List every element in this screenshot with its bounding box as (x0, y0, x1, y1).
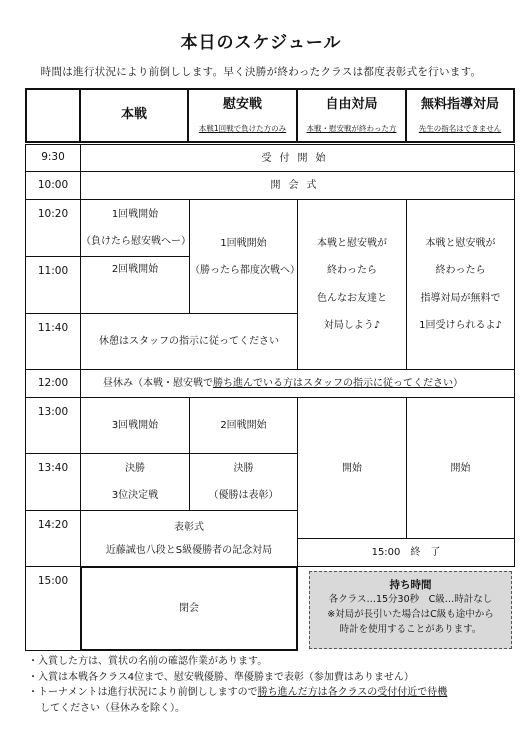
note-1: ・入賞した方は、賞状の名前の確認作業があります。 (28, 656, 268, 667)
break-text: 休憩はスタッフの指示に従ってください (99, 336, 279, 347)
free-play-line-2: 終わったら (327, 265, 377, 276)
closing-text: 閉会 (179, 603, 199, 614)
time-1000: 10:00 (25, 171, 81, 200)
award-text: 表彰式 (174, 521, 204, 533)
time-1020: 10:20 (25, 199, 81, 257)
time-1100: 11:00 (25, 256, 81, 314)
time-0930: 9:30 (25, 144, 81, 172)
award-cell (80, 510, 298, 567)
header-main-title: 本戦 (120, 107, 147, 123)
lunch-text (103, 377, 463, 390)
free-play-start-cell (297, 397, 407, 539)
main-round3-text: 3回戦開始 (111, 420, 159, 431)
commemorative-match-text: 近藤誠也八段とS級優勝者の記念対局 (105, 544, 273, 556)
note-3 (28, 685, 508, 701)
reception-cell (80, 144, 515, 172)
note-3-underlined: 勝ち進んだ方は各クラスの受付付近で待機 (257, 687, 448, 698)
header-lesson-title: 無料指導対局 (420, 97, 499, 113)
header-corner-cell (25, 88, 81, 143)
opening-text: 開会式 (270, 180, 325, 191)
main-final-text: 決勝 (125, 463, 145, 474)
time-1500: 15:00 (25, 566, 81, 651)
time-1300: 13:00 (25, 397, 81, 454)
main-round1-cell (80, 199, 190, 257)
consolation-round1-note: （勝ったら都度次戦へ） (190, 264, 300, 276)
note-2: ・入賞は本戦各クラス4位まで、慰安戦優勝、準優勝まで表彰（参加費はありません） (28, 671, 414, 683)
lesson-line-4: 1回受けられるよ♪ (419, 320, 502, 331)
lesson-line-2: 終わったら (435, 265, 486, 276)
note-3-suffix: してください（昼休みを除く）。 (40, 702, 185, 714)
consolation-round1-cell (189, 199, 298, 314)
lesson-start-cell (406, 397, 515, 539)
time-control-box (309, 571, 512, 649)
time-control-title: 持ち時間 (389, 579, 432, 591)
free-play-info-cell (297, 199, 407, 370)
header-consolation-cell (187, 88, 298, 143)
consolation-final-cell (189, 453, 298, 511)
third-place-text: 3位決定戦 (111, 490, 159, 501)
time-control-line-1: 各クラス…15分30秒 C級…時計なし (328, 594, 493, 606)
header-consolation-note: 本戦1回戦で負けた方のみ (198, 124, 287, 134)
lunch-suffix: ） (453, 378, 463, 389)
page-subtitle: 時間は進行状況により前倒しします。早く決勝が終わったクラスは都度表彰式を行います。 (40, 66, 482, 78)
lesson-line-3: 指導対局が無料で (420, 292, 501, 304)
time-1340: 13:40 (25, 453, 81, 511)
main-round3-cell (80, 397, 190, 454)
note-3-prefix: ・トーナメントは進行状況により前倒ししますので (28, 687, 258, 698)
time-1140: 11:40 (25, 313, 81, 370)
header-lesson-note: 先生の指名はできません (418, 124, 502, 134)
time-1420: 14:20 (25, 510, 81, 567)
lunch-cell (80, 369, 515, 398)
main-round1-note: （負けたら慰安戦へー） (81, 236, 191, 247)
header-lesson-cell (405, 88, 515, 143)
main-round2-text: 2回戦開始 (111, 264, 159, 275)
page-title: 本日のスケジュール (180, 33, 342, 53)
consolation-round2-text: 2回戦開始 (220, 420, 267, 431)
lesson-line-1: 本戦と慰安戦が (425, 237, 496, 249)
header-free-play-cell (296, 88, 407, 143)
free-play-line-1: 本戦と慰安戦が (317, 237, 387, 249)
header-free-play-title: 自由対局 (325, 97, 378, 113)
consolation-round2-cell (189, 397, 298, 454)
break-cell (80, 313, 298, 370)
notes-section (28, 654, 508, 716)
time-control-line-2: ※対局が長引いた場合はC級も途中から (327, 608, 494, 620)
end-text: 15:00 終 了 (371, 547, 441, 558)
consolation-final-note: （優勝は表彰） (208, 490, 279, 501)
header-consolation-title: 慰安戦 (222, 97, 262, 113)
main-final-cell (80, 453, 190, 511)
schedule-table (25, 88, 515, 651)
header-main-cell (79, 88, 189, 143)
opening-cell (80, 171, 515, 200)
reception-text: 受付開始 (261, 152, 334, 164)
main-round2-cell (80, 256, 190, 314)
consolation-round1-text: 1回戦開始 (220, 237, 267, 249)
lunch-underlined: 勝ち進んでいる方はスタッフの指示に従ってください (213, 378, 453, 389)
lunch-prefix: 昼休み（本戦・慰安戦で (103, 378, 213, 389)
free-play-start-text: 開始 (342, 462, 362, 474)
consolation-final-text: 決勝 (233, 463, 254, 474)
free-play-line-4: 対局しよう♪ (323, 320, 381, 331)
end-cell (297, 538, 515, 567)
lesson-start-text: 開始 (450, 462, 471, 474)
time-1200: 12:00 (25, 369, 81, 398)
header-free-play-note: 本戦・慰安戦が終わった方 (306, 124, 397, 134)
time-control-line-3: 時計を使用することがあります。 (339, 623, 482, 635)
lesson-info-cell (406, 199, 515, 370)
free-play-line-3: 色んなお友達と (317, 292, 387, 304)
main-round1-text: 1回戦開始 (111, 209, 159, 220)
closing-cell (80, 566, 298, 651)
